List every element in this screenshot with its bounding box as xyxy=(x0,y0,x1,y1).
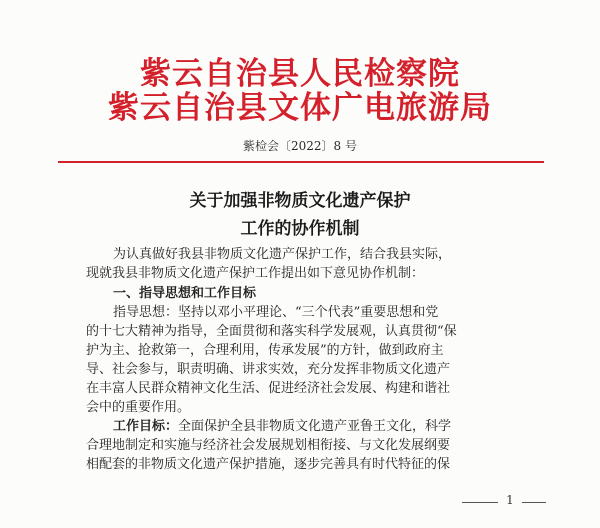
issuing-org-culture-bureau: 紫云自治县文体广电旅游局 xyxy=(108,90,492,126)
document-number: 紫检会〔2022〕8 号 xyxy=(243,139,357,153)
page-number-dash-right xyxy=(522,502,546,503)
guiding-ideology-line-6: 会中的重要作用。 xyxy=(86,400,191,415)
section-heading-guiding-ideology: 一、指导思想和工作目标 xyxy=(113,286,257,301)
work-goal-label: 工作目标： xyxy=(113,419,179,434)
guiding-ideology-line-5: 在丰富人民群众精神文化生活、促进经济社会发展、构建和谐社 xyxy=(86,381,451,396)
issuing-org-procuratorate: 紫云自治县人民检察院 xyxy=(140,56,460,92)
work-goal-line-3: 相配套的非物质文化遗产保护措施，逐步完善具有时代特征的保 xyxy=(86,457,451,472)
document-title-line-2: 工作的协作机制 xyxy=(240,219,360,239)
intro-line-2: 现就我县非物质文化遗产保护工作提出如下意见协作机制： xyxy=(86,266,425,281)
document-title-line-1: 关于加强非物质文化遗产保护 xyxy=(189,191,411,211)
work-goal-text: 全面保护全县非物质文化遗产亚鲁王文化，科学 xyxy=(178,419,452,434)
guiding-ideology-text: 坚持以邓小平理论、“三个代表”重要思想和党 xyxy=(178,305,439,320)
page-number-dash-left xyxy=(462,502,498,503)
page-number: 1 xyxy=(506,493,514,507)
work-goal-line-1 xyxy=(113,418,451,435)
guiding-ideology-label: 指导思想： xyxy=(113,305,179,320)
intro-line-1: 为认真做好我县非物质文化遗产保护工作，结合我县实际， xyxy=(113,247,452,262)
work-goal-line-2: 合理地制定和实施与经济社会发展规划相衔接、与文化发展纲要 xyxy=(86,438,451,453)
guiding-ideology-line-2: 的十七大精神为指导，全面贯彻和落实科学发展观，认真贯彻“保 xyxy=(86,324,457,339)
guiding-ideology-line-3: 护为主、抢救第一，合理利用，传承发展”的方针，做到政府主 xyxy=(86,343,444,358)
red-header-divider xyxy=(58,161,544,163)
guiding-ideology-line-4: 导、社会参与，职责明确、讲求实效，充分发挥非物质文化遗产 xyxy=(86,362,451,377)
guiding-ideology-line-1 xyxy=(113,304,438,321)
